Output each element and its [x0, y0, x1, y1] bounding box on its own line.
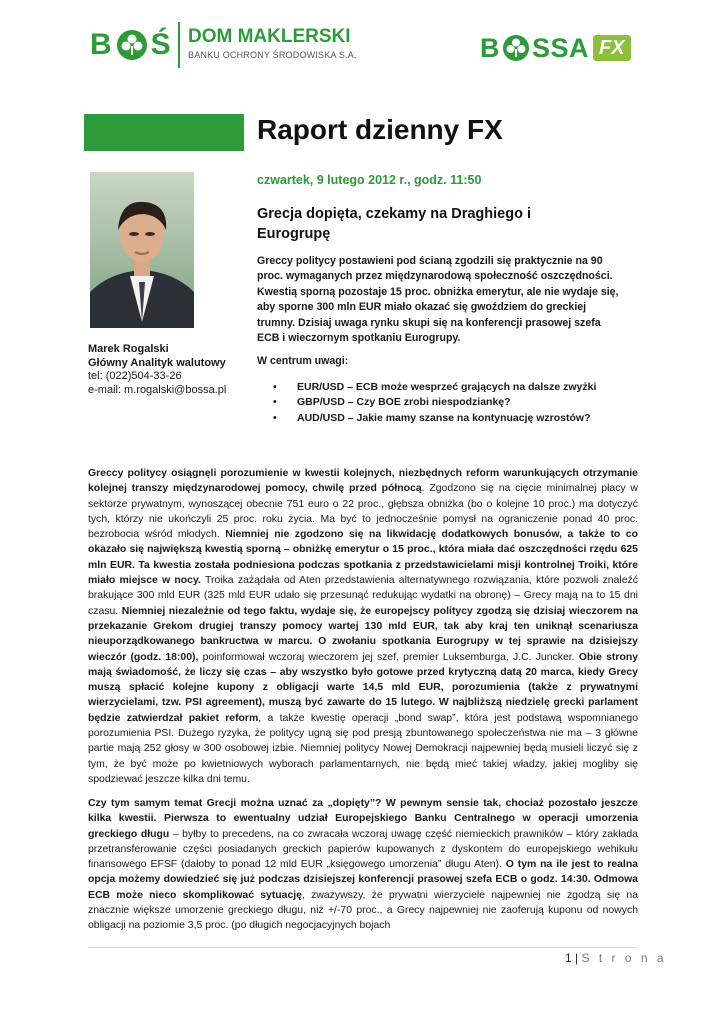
- analyst-portrait: [90, 172, 194, 328]
- focus-label: W centrum uwagi:: [257, 355, 349, 367]
- footer-divider: [88, 947, 638, 948]
- author-name: Marek Rogalski: [88, 343, 169, 355]
- bos-title: DOM MAKLERSKI: [188, 26, 351, 47]
- title-accent-bar: [84, 114, 244, 151]
- focus-item: • EUR/USD – ECB może wesprzeć grających na dalsze zwyżki: [257, 380, 637, 395]
- text-run: poinformował wczoraj wieczorem jej szef, premier Luksemburga, J.C. Juncker.: [198, 651, 579, 663]
- author-phone: tel: (022)504-33-26: [88, 370, 182, 382]
- author-info: [88, 343, 238, 397]
- text-run: Troika zażądała od Aten przedstawienia alternatywnego rozwiązania, które pozwoli znaleźć brakujące 300 mld EUR (325 mld EUR udało się przesunąć redukując wydatki na obronę) – Grecy mają na to 15 dni czasu.: [88, 575, 638, 617]
- analyst-photo: [90, 172, 194, 328]
- page-number-separator: |: [575, 951, 579, 965]
- bos-subtitle: BANKU OCHRONY ŚRODOWISKA S.A.: [188, 50, 357, 60]
- page-label: S t r o n a: [581, 951, 667, 965]
- fx-badge: FX: [593, 35, 631, 61]
- body-paragraph-1: [88, 466, 638, 787]
- text-run: , a także kwestię operacji „bond swap”, która jest podstawą wspomnianego porozumienia PSI. Dużego ryzyka, że politycy ugną się pod presją zbuntowanego społeczeństwa nie ma – 3 główne partie mają 252 głosy w 300 osobowej izbie. Niemniej politycy Nowej Demokracji najpewniej będą musieli liczyć się z tym, że być może po kwietniowych wyborach parlamentarnych, nie będą mieć takiej władzy, jakiej mogliby się spodziewać jeszcze kilka dni temu.: [88, 712, 639, 785]
- text-run: , zważywszy, że prywatni wierzyciele najpewniej nie zgodzą się na znacznie większe umorzenie greckiego długu, niż +/-70 proc., a Grecy najpewniej nie zaoferują kuponu od nowych obligacji na poziomie 3,5 proc. (po długich negocjacyjnych bojach: [88, 889, 639, 932]
- clover-icon: [501, 33, 531, 63]
- bossa-fx-logo: [480, 30, 631, 66]
- bold-text-run: Niemniej niezależnie od tego faktu, wydaje się, że europejscy politycy zgodzą się dzisiaj wieczorem na przekazanie Grekom drugiej transzy pomocy wartej 130 mld EUR, tak aby kraj ten uniknął scenariusza nieuporządkowanego bankructwa w marcu. O zwołaniu spotkania Eurogrupy w tej sprawie na dzisiejszy wieczór (godz. 18:00),: [88, 605, 638, 663]
- body-paragraph-2: [88, 796, 638, 934]
- report-headline: Grecja dopięta, czekamy na Draghiego i Eurogrupę: [257, 206, 531, 242]
- logo-divider: [178, 22, 180, 68]
- bos-logo: [90, 22, 357, 68]
- author-email[interactable]: e-mail: m.rogalski@bossa.pl: [88, 383, 227, 396]
- bold-text-run: Czy tym samym temat Grecji można uznać za „dopięty”? W pewnym sensie tak, chociaż pozostało jeszcze kilka kwestii. Pierwsza to ewentualny udział Europejskiego Banku Centralnego w operacji umorzenia greckiego długu: [88, 798, 638, 840]
- page-number-value: 1: [565, 951, 572, 965]
- bold-text-run: Greccy politycy osiągnęli porozumienie w kwestii kolejnych, niezbędnych reform warunkujących otrzymanie kolejnej transzy międzynarodowej pomocy, chwilę przed północą: [88, 468, 638, 495]
- report-title: Raport dzienny FX: [257, 114, 503, 145]
- focus-list: [257, 380, 637, 426]
- focus-item: • AUD/USD – Jakie mamy szanse na kontynuację wzrostów?: [257, 411, 637, 426]
- text-run: – byłby to precedens, na co zwracała wczoraj uwagę część niemieckich prawników – który zakłada przetransferowanie części posiadanych greckich papierów kupowanych z dyskontem do europejskiego wehikułu finansowego EFSF (dałoby to ponad 12 mld EUR „księgowego umorzenia” długu Aten).: [88, 828, 638, 871]
- report-lead: Greccy politycy postawieni pod ścianą zgodzili się praktycznie na 90 proc. wymaganych przez międzynarodową społeczność oszczędności. Kwestią sporną pozostaje 15 proc. obniżka emerytur, ale nie wydaje się, aby sporne 300 mln EUR miało okazać się gwoździem do greckiej trumny. Dzisiaj uwaga rynku skupi się na konferencji prasowej szefa ECB i wieczornym spotkaniu Eurogrupy.: [257, 255, 619, 345]
- report-date: czwartek, 9 lutego 2012 r., godz. 11:50: [257, 173, 482, 187]
- bold-text-run: O tym na ile jest to realna opcja możemy dowiedzieć się już podczas dzisiejszej konferencji prasowej szefa ECB o godz. 14:30. Odmowa ECB może nieco skomplikować sytuację: [88, 859, 639, 901]
- clover-icon: [115, 28, 149, 62]
- bold-text-run: Niemniej nie zgodzono się na likwidację dodatkowych bonusów, a także to co okazało się największą kwestią sporną – obniżkę emerytur o 15 proc., która miała dać oszczędności rzędu 625 mln EUR. Ta kwestia została podniesiona podczas spotkania z przedstawicielami misji kontrolnej Troiki, które miało miejsce w nocy.: [88, 529, 638, 587]
- bossa-wordmark: B SSA: [480, 32, 590, 63]
- text-run: . Zgodzono się na cięcie minimalnej płacy w sektorze prywatnym, wynoszącej obecnie 751 euro o 22 proc., głębsza obniżka (bo o kolejne 10 proc.) ma dotyczyć tych, którzy nie ukończyli 25 proc. roku życia. Ma być to jednocześnie pomysł na ograniczenie ponad 40 proc. bezrobocia wśród młodych.: [88, 483, 638, 541]
- author-role: Główny Analityk walutowy: [88, 356, 226, 369]
- page-number: [565, 951, 667, 965]
- bold-text-run: Obie strony mają świadomość, że liczy się czas – aby wszystko było gotowe przed krytyczną datą 20 marca, kiedy Grecy muszą spłacić kolejne kupony z obligacji warte 14,5 mld EUR, porozumienia (także z prywatnymi wierzycielami, tzw. PSI agreement), muszą być zawarte do 15 lutego. W najbliższą niedzielę grecki parlament będzie zatwierdzał pakiet reform: [88, 651, 639, 724]
- focus-item: • GBP/USD – Czy BOE zrobi niespodziankę?: [257, 395, 637, 410]
- bos-wordmark: B Ś: [90, 28, 172, 61]
